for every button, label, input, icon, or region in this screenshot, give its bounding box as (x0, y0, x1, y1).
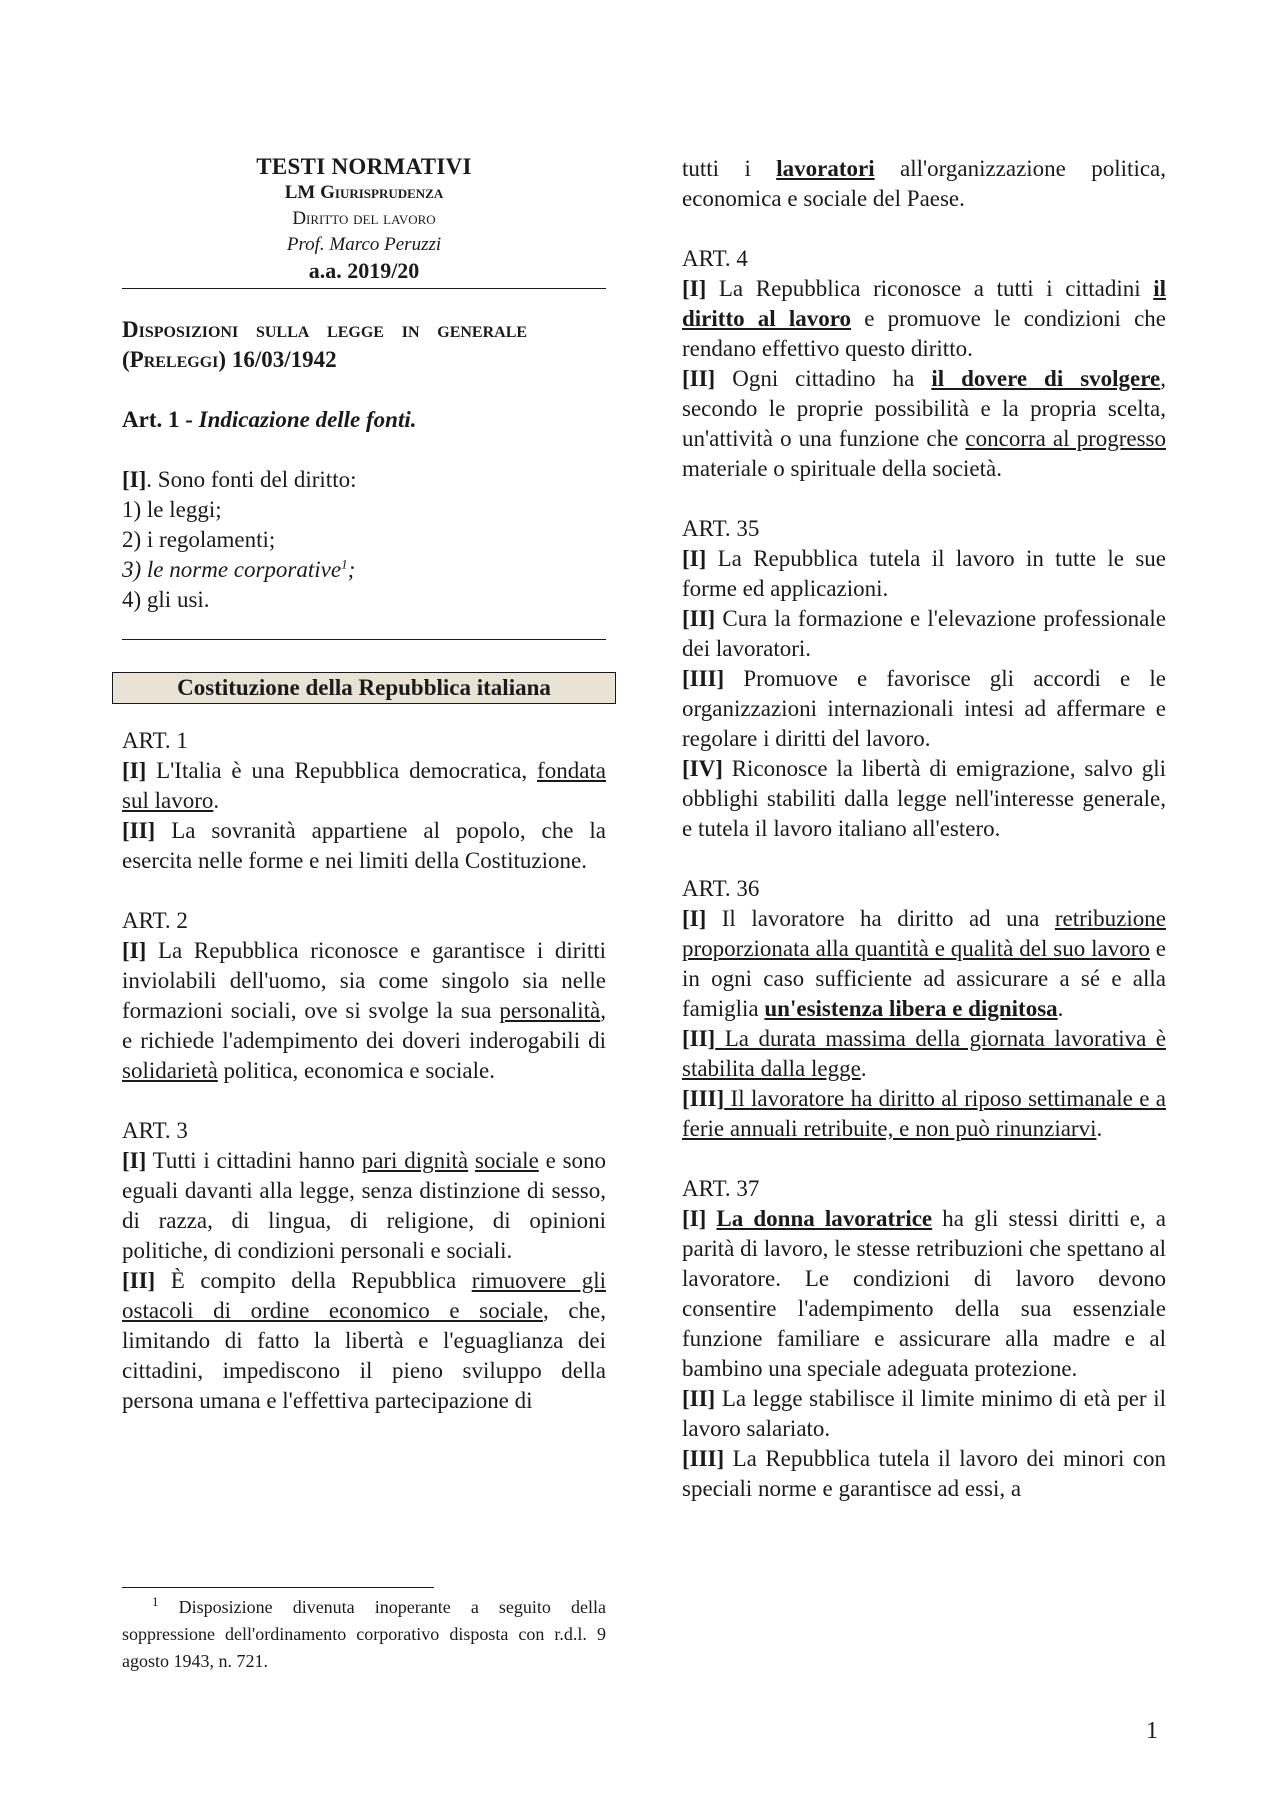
article-heading-2: ART. 2 (122, 908, 188, 933)
preleggi-item: 1) le leggi; (122, 497, 222, 522)
article-2-para-1: [I] La Repubblica riconosce e garantisce i diritti inviolabili dell'uomo, sia come singolo sia nelle formazioni sociali, ove si svolge la sua personalità, e richiede l'adempimento dei doveri inderogabili di solidarietà politica, economica e sociale. (122, 938, 606, 1083)
article-36-para-1: [I] Il lavoratore ha diritto ad una retribuzione proporzionata alla quantità e qualità del suo lavoro e in ogni caso sufficiente ad assicurare a sé e alla famiglia un'esistenza libera e dignitosa. (682, 906, 1166, 1021)
preleggi-heading: Disposizioni sulla legge in generale (Preleggi) 16/03/1942 (122, 317, 528, 372)
article-36-para-3: [III] Il lavoratore ha diritto al riposo settimanale e a ferie annuali retribuite, e non può rinunziarvi. (682, 1086, 1166, 1141)
preleggi-article-title: Art. 1 - Indicazione delle fonti. (122, 407, 417, 432)
footnote (122, 1594, 606, 1675)
article-35-para-1: [I] La Repubblica tutela il lavoro in tutte le sue forme ed applicazioni. (682, 546, 1166, 601)
right-column (682, 154, 1166, 1504)
document-title: TESTI NORMATIVI (256, 154, 472, 179)
preleggi-item: 3) le norme corporative$^1$; (122, 556, 356, 582)
article-heading-3: ART. 3 (122, 1118, 188, 1143)
subject-name: Diritto del lavoro (292, 208, 436, 229)
footnote-number: 1 (152, 1594, 159, 1609)
article-3-para-2: [II] È compito della Repubblica rimuovere gli ostacoli di ordine economico e sociale, che, limitando di fatto la libertà e l'eguaglianza dei cittadini, impediscono il pieno sviluppo della persona umana e l'effettiva partecipazione di (122, 1268, 606, 1413)
left-column (122, 154, 606, 1416)
article-4-para-1: [I] La Repubblica riconosce a tutti i cittadini il diritto al lavoro e promuove le condizioni che rendano effettivo questo diritto. (682, 276, 1166, 361)
constitution-banner: Costituzione della Repubblica italiana (112, 672, 616, 704)
article-35-para-4: [IV] Riconosce la libertà di emigrazione, salvo gli obblighi stabiliti dalla legge nell'interesse generale, e tutela il lavoro italiano all'estero. (682, 756, 1166, 841)
footnote-divider (122, 1587, 434, 1588)
footnote-text: Disposizione divenuta inoperante a seguito della soppressione dell'ordinamento corporativo disposta con r.d.l. 9 agosto 1943, n. 721. (122, 1597, 606, 1671)
article-1-para-1: [I] L'Italia è una Repubblica democratica, fondata sul lavoro. (122, 758, 606, 813)
academic-year: a.a. 2019/20 (308, 258, 420, 283)
page-number: 1 (1146, 1718, 1158, 1744)
article-heading-4: ART. 4 (682, 246, 748, 271)
article-35-para-3: [III] Promuove e favorisce gli accordi e le organizzazioni internazionali intesi ad affermare e regolare i diritti del lavoro. (682, 666, 1166, 751)
article-36-para-2: [II] La durata massima della giornata lavorativa è stabilita dalla legge. (682, 1026, 1166, 1081)
course-name: LM Giurisprudenza (284, 182, 444, 203)
article-heading-37: ART. 37 (682, 1176, 760, 1201)
article-3-continuation: tutti i lavoratori all'organizzazione politica, economica e sociale del Paese. (682, 156, 1167, 211)
preleggi-item: 4) gli usi. (122, 587, 210, 612)
article-3-para-1: [I] Tutti i cittadini hanno pari dignità sociale e sono eguali davanti alla legge, senza distinzione di sesso, di razza, di lingua, di religione, di opinioni politiche, di condizioni personali e sociali. (122, 1148, 607, 1263)
article-1-para-2: [II] La sovranità appartiene al popolo, che la esercita nelle forme e nei limiti della Costituzione. (122, 818, 606, 873)
article-heading-36: ART. 36 (682, 876, 760, 901)
preleggi-item: 2) i regolamenti; (122, 527, 276, 552)
article-4-para-2: [II] Ogni cittadino ha il dovere di svolgere, secondo le proprie possibilità e la propria scelta, un'attività o una funzione che concorra al progresso materiale o spirituale della società. (682, 366, 1167, 481)
article-35-para-2: [II] Cura la formazione e l'elevazione professionale dei lavoratori. (682, 606, 1166, 661)
article-37-para-1: [I] La donna lavoratrice ha gli stessi diritti e, a parità di lavoro, le stesse retribuzioni che spettano al lavoratore. Le condizioni di lavoro devono consentire l'adempimento della sua essenziale funzione familiare e assicurare alla madre e al bambino una speciale adeguata protezione. (682, 1206, 1167, 1381)
professor-name: Prof. Marco Peruzzi (286, 234, 442, 255)
preleggi-intro: [I]. Sono fonti del diritto: (122, 467, 357, 492)
footnote-reference: 1 (341, 556, 348, 572)
article-37-para-2: [II] La legge stabilisce il limite minimo di età per il lavoro salariato. (682, 1386, 1166, 1441)
article-heading-35: ART. 35 (682, 516, 760, 541)
article-37-para-3: [III] La Repubblica tutela il lavoro dei minori con speciali norme e garantisce ad essi, a (682, 1446, 1166, 1501)
article-heading-1: ART. 1 (122, 728, 188, 753)
